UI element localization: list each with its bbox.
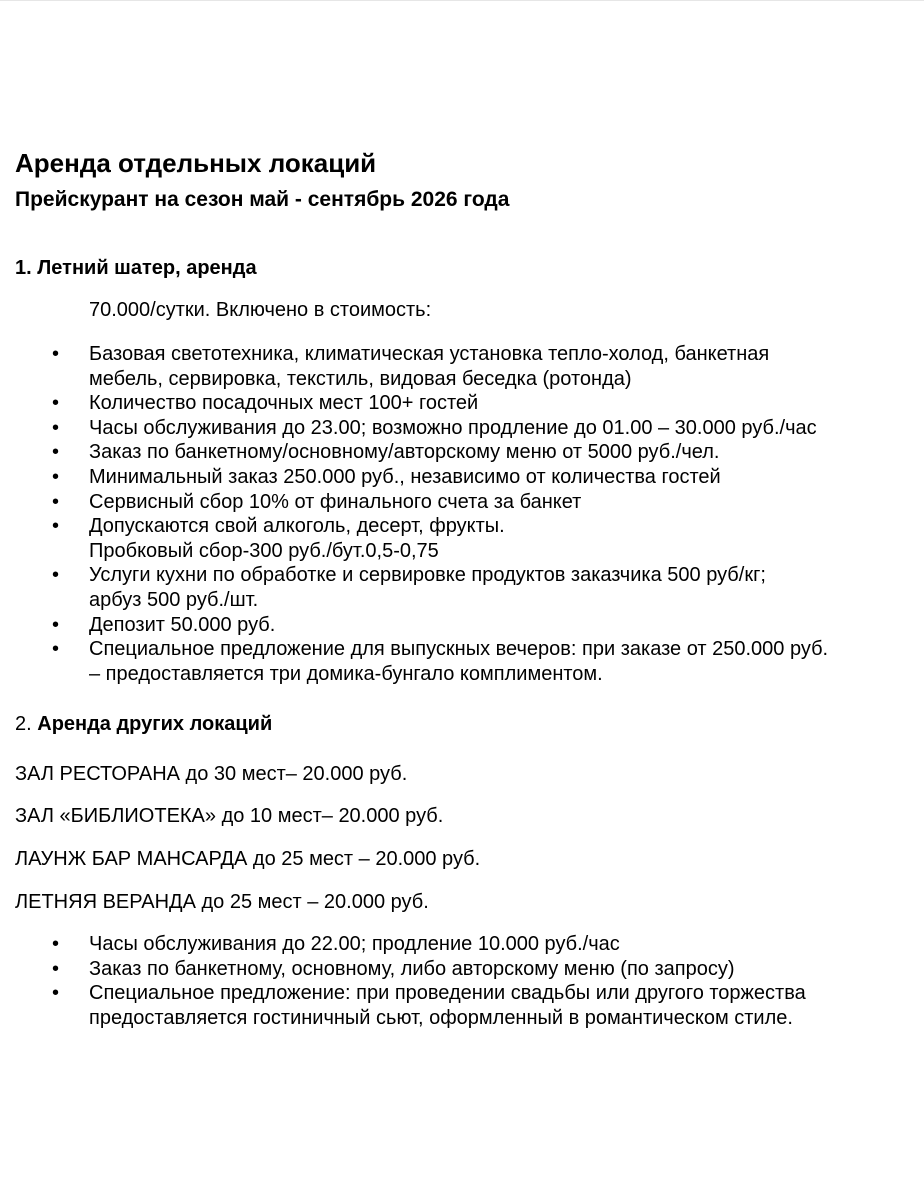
list-item-line: Сервисный сбор 10% от финального счета за банкет <box>89 490 582 513</box>
top-divider <box>0 0 924 1</box>
section2-list <box>0 932 924 1030</box>
list-item <box>0 490 924 515</box>
list-item <box>0 391 924 416</box>
bullet-icon: • <box>52 416 60 439</box>
list-item-line: Количество посадочных мест 100+ гостей <box>89 392 479 415</box>
list-item <box>0 416 924 441</box>
list-item <box>0 440 924 465</box>
document-title: Аренда отдельных локаций <box>15 148 377 178</box>
bullet-icon: • <box>52 982 60 1005</box>
section2-number: 2. <box>15 713 32 735</box>
list-item <box>0 932 924 957</box>
location-restaurant-hall: ЗАЛ РЕСТОРАНА до 30 мест– 20.000 руб. <box>15 763 408 785</box>
list-item <box>0 465 924 490</box>
list-item-line: Специальное предложение: при проведении свадьбы или другого торжества <box>89 982 806 1005</box>
section2-heading-text: Аренда других локаций <box>37 713 273 735</box>
list-item-line: Специальное предложение для выпускных вечеров: при заказе от 250.000 руб. <box>89 638 829 661</box>
section1-number: 1. <box>15 257 32 279</box>
list-item <box>0 637 924 686</box>
list-item <box>0 981 924 1030</box>
list-item <box>0 563 924 612</box>
bullet-icon: • <box>52 343 60 365</box>
bullet-icon: • <box>52 933 60 955</box>
list-item-line: Услуги кухни по обработке и сервировке продуктов заказчика 500 руб/кг; <box>89 564 766 587</box>
list-item-line: Пробковый сбор-300 руб./бут.0,5-0,75 <box>89 539 439 562</box>
bullet-icon: • <box>52 957 60 980</box>
bullet-icon: • <box>52 638 60 661</box>
location-lounge-bar: ЛАУНЖ БАР МАНСАРДА до 25 мест – 20.000 руб. <box>15 848 481 870</box>
bullet-icon: • <box>52 515 60 538</box>
list-item-line: Минимальный заказ 250.000 руб., независимо от количества гостей <box>89 465 721 488</box>
bullet-icon: • <box>52 392 60 415</box>
location-summer-veranda: ЛЕТНЯЯ ВЕРАНДА до 25 мест – 20.000 руб. <box>15 891 429 913</box>
location-library-hall: ЗАЛ «БИБЛИОТЕКА» до 10 мест– 20.000 руб. <box>15 805 444 827</box>
list-item-line: Часы обслуживания до 23.00; возможно продление до 01.00 – 30.000 руб./час <box>89 416 817 439</box>
list-item-line: Депозит 50.000 руб. <box>89 613 276 636</box>
list-item-line: мебель, сервировка, текстиль, видовая беседка (ротонда) <box>89 367 632 390</box>
list-item-line: Базовая светотехника, климатическая установка тепло-холод, банкетная <box>89 343 770 365</box>
list-item-line: Заказ по банкетному, основному, либо авторскому меню (по запросу) <box>89 957 735 980</box>
section1-list <box>0 342 924 686</box>
list-item <box>0 342 924 391</box>
section1-heading <box>15 255 257 281</box>
list-item-line: Допускаются свой алкоголь, десерт, фрукты. <box>89 515 505 538</box>
bullet-icon: • <box>52 564 60 587</box>
bullet-icon: • <box>52 441 60 464</box>
bullet-icon: • <box>52 490 60 513</box>
section1-intro: 70.000/сутки. Включено в стоимость: <box>89 299 432 321</box>
list-item <box>0 514 924 563</box>
bullet-icon: • <box>52 613 60 636</box>
list-item-line: – предоставляется три домика-бунгало комплиментом. <box>89 662 603 685</box>
list-item-line: Заказ по банкетному/основному/авторскому меню от 5000 руб./чел. <box>89 441 720 464</box>
list-item <box>0 957 924 982</box>
section2-heading <box>15 711 272 737</box>
document-subtitle: Прейскурант на сезон май - сентябрь 2026 года <box>15 188 510 211</box>
list-item-line: предоставляется гостиничный сьют, оформленный в романтическом стиле. <box>89 1006 793 1029</box>
section1-heading-text: Летний шатер, аренда <box>37 257 257 279</box>
list-item-line: Часы обслуживания до 22.00; продление 10.000 руб./час <box>89 933 620 955</box>
list-item-line: арбуз 500 руб./шт. <box>89 588 259 611</box>
bullet-icon: • <box>52 465 60 488</box>
list-item <box>0 613 924 638</box>
